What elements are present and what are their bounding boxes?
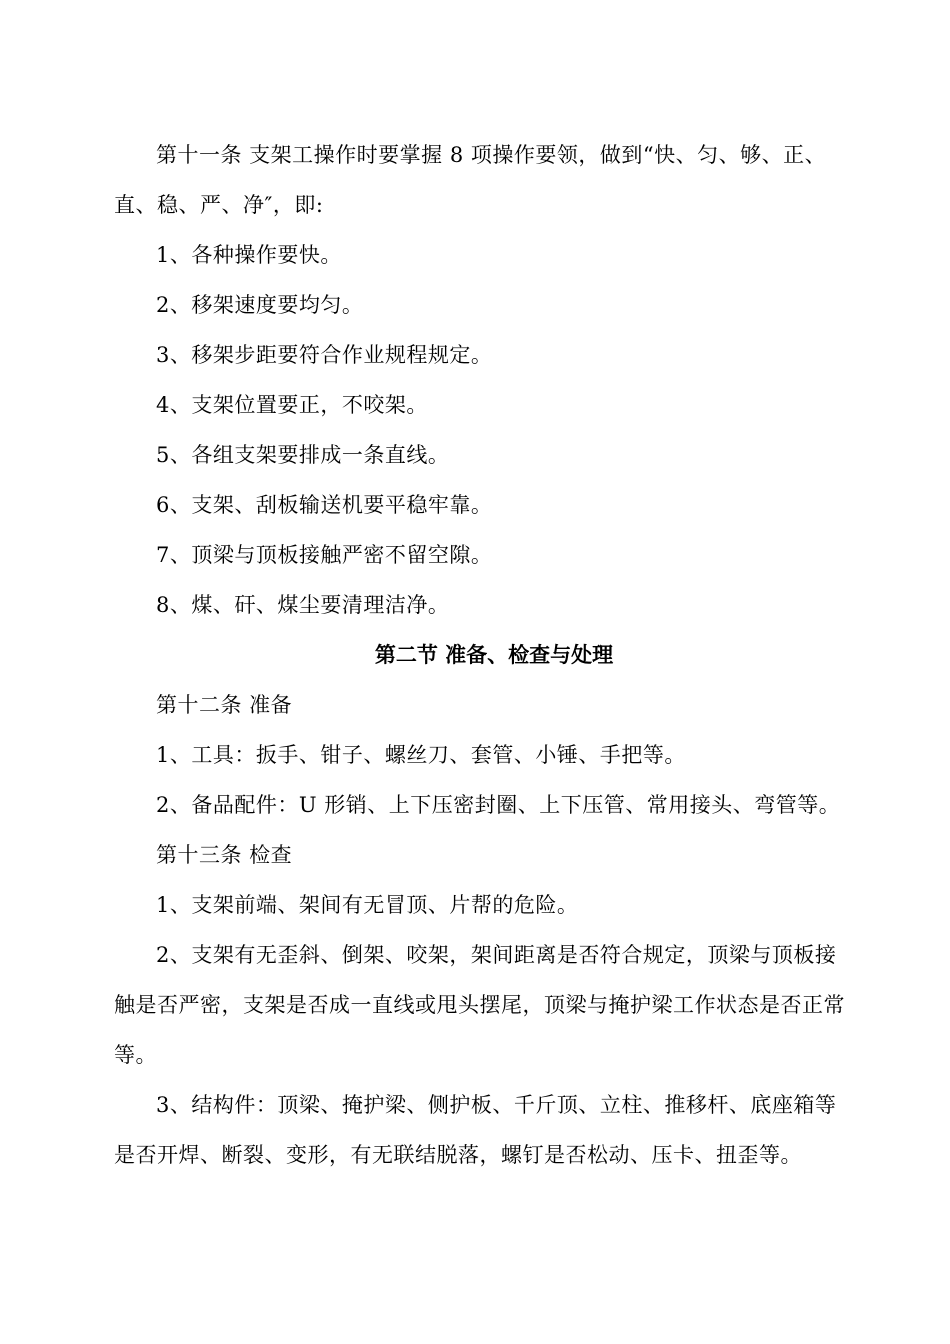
list-item: 1、各种操作要快。 — [156, 243, 342, 267]
article-13-heading: 第十三条 检查 — [156, 843, 293, 867]
list-item: 1、支架前端、架间有无冒顶、片帮的危险。 — [156, 893, 579, 917]
list-item: 2、支架有无歪斜、倒架、咬架，架间距离是否符合规定，顶梁与顶板接触是否严密，支架是否成一直线或甩头摆尾，顶梁与掩护梁工作状态是否正常等。 — [114, 943, 845, 1067]
list-item: 2、备品配件：U 形销、上下压密封圈、上下压管、常用接头、弯管等。 — [156, 793, 841, 817]
list-item: 1、工具：扳手、钳子、螺丝刀、套管、小锤、手把等。 — [156, 743, 686, 767]
list-item: 3、结构件：顶梁、掩护梁、侧护板、千斤顶、立柱、推移杆、底座箱等是否开焊、断裂、变形，有无联结脱落，螺钉是否松动、压卡、扭歪等。 — [114, 1093, 837, 1167]
article-12-heading: 第十二条 准备 — [156, 693, 293, 717]
article-11-paragraph: 第十一条 支架工操作时要掌握 8 项操作要领，做到“快、匀、够、正、直、稳、严、净″，即: — [114, 143, 827, 217]
list-item: 6、支架、刮板输送机要平稳牢靠。 — [156, 493, 493, 517]
document-body — [114, 130, 854, 1180]
list-item: 7、顶梁与顶板接触严密不留空隙。 — [156, 543, 493, 567]
list-item: 3、移架步距要符合作业规程规定。 — [156, 343, 493, 367]
list-item: 8、煤、矸、煤尘要清理洁净。 — [156, 593, 450, 617]
list-item: 5、各组支架要排成一条直线。 — [156, 443, 450, 467]
list-item: 4、支架位置要正，不咬架。 — [156, 393, 428, 417]
list-item: 2、移架速度要均匀。 — [156, 293, 364, 317]
section-heading: 第二节 准备、检查与处理 — [374, 643, 614, 667]
